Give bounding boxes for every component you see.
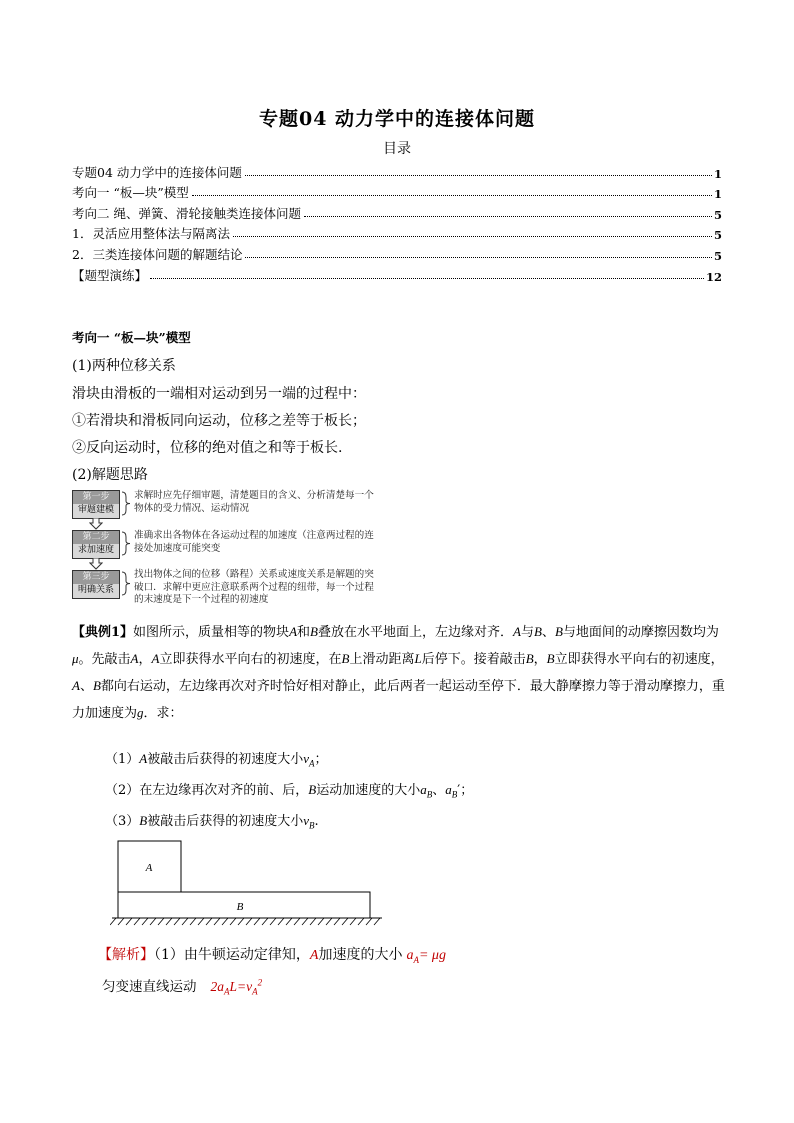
flow-step-description: 准确求出各物体在各运动过程的加速度（注意两过程的连接处加速度可能突变 (134, 530, 374, 554)
flow-step-number: 第一步 (73, 491, 119, 504)
example-text: 叠放在水平地面上，左边缘对齐． (317, 625, 513, 640)
solution-flowchart (72, 488, 372, 610)
toc-entry-label: 考向二 绳、弹簧、滑轮接触类连接体问题 (72, 205, 301, 221)
formula-text: = μg (418, 948, 446, 963)
flow-step-description: 求解时应先仔细审题，清楚题目的含义、分析清楚每一个物体的受力情况、运动情况 (134, 490, 374, 514)
body-text: ①若滑块和滑板同向运动，位移之差等于板长； (72, 413, 366, 429)
question-text: 被敲击后获得的初速度大小 (147, 814, 304, 829)
var-b: B (546, 651, 555, 666)
example-text: 、 (541, 625, 555, 640)
body-text: ②反向运动时，位移的绝对值之和等于板长. (72, 440, 343, 456)
question-1 (105, 748, 328, 769)
example-text: 后停下。接着敲击 (421, 652, 526, 667)
hatch-mark (334, 918, 340, 925)
question-text: 被敲击后获得的初速度大小 (147, 752, 304, 767)
flow-step-box (72, 530, 120, 559)
hatch-mark (238, 918, 244, 925)
var-b: B (310, 624, 318, 639)
example-tag: 【典例1】 (72, 625, 134, 640)
toc-leader-dots (304, 216, 712, 217)
toc-entry-label: 2．三类连接体问题的解题结论 (72, 246, 243, 262)
analysis-line (98, 944, 446, 965)
hatch-mark (310, 918, 316, 925)
hatch-mark (278, 918, 284, 925)
example-text: ， (138, 652, 152, 667)
hatch-mark (302, 918, 308, 925)
hatch-mark (198, 918, 204, 925)
flow-step-description: 找出物体之间的位移（路程）关系或速度关系是解题的突破口．求解中更应注意联系两个过程的纽带，每一个过程的末速度是下一个过程的初速度 (134, 569, 374, 605)
hatch-mark (246, 918, 252, 925)
arrow-down-icon (89, 518, 103, 530)
var-b: B (308, 782, 317, 797)
hatch-mark (166, 918, 172, 925)
hatch-mark (254, 918, 260, 925)
prime-mark: ′ (457, 783, 461, 798)
question-text: （2）在左边缘再次对齐的前、后， (105, 783, 309, 798)
toc-entry[interactable] (72, 201, 722, 222)
brace-icon (120, 531, 132, 556)
hatch-mark (142, 918, 148, 925)
example-text: 与 (520, 625, 534, 640)
var-b: B (533, 624, 542, 639)
hatch-mark (342, 918, 348, 925)
hatch-mark (270, 918, 276, 925)
toc-entry-label: 【题型演练】 (72, 267, 148, 283)
hatch-mark (214, 918, 220, 925)
toc-entry[interactable] (72, 181, 722, 202)
table-of-contents (72, 160, 722, 284)
hatch-mark (366, 918, 372, 925)
subscript: A (252, 986, 258, 997)
block-diagram (110, 838, 390, 928)
hatch-mark (190, 918, 196, 925)
var-a: A (130, 651, 139, 666)
question-text: 、 (432, 783, 446, 798)
formula-text: L=v (229, 979, 253, 994)
var-v: v (303, 751, 310, 766)
hatch-mark (294, 918, 300, 925)
superscript: 2 (257, 977, 263, 988)
document-title: 专题04 动力学中的连接体问题 (258, 108, 536, 130)
flow-step-box (72, 570, 120, 599)
hatch-mark (134, 918, 140, 925)
toc-leader-dots (150, 278, 704, 279)
example-text: 。先敲击 (78, 652, 131, 667)
analysis-tag: 【解析】 (98, 947, 154, 963)
hatch-mark (174, 918, 180, 925)
toc-leader-dots (192, 195, 712, 196)
var-a: A (289, 624, 298, 639)
toc-entry-page: 12 (705, 269, 722, 284)
example-text: ， (533, 652, 547, 667)
brace-icon (120, 571, 132, 596)
hatch-mark (206, 918, 212, 925)
formula-text: 2a (210, 979, 224, 994)
example-text: 与地面间的动摩擦因数均为 (562, 625, 719, 640)
var-b: B (341, 651, 350, 666)
hatch-mark (286, 918, 292, 925)
analysis-text: （1）由牛顿运动定律知， (154, 947, 310, 963)
subscript: A (413, 954, 419, 965)
question-text: 运动加速度的大小 (316, 783, 421, 798)
var-a: A (151, 651, 160, 666)
toc-entry-page: 5 (713, 228, 722, 243)
toc-entry[interactable] (72, 242, 722, 263)
question-2 (105, 779, 473, 800)
toc-heading: 目录 (383, 141, 411, 157)
toc-entry-label: 专题04 动力学中的连接体问题 (72, 164, 242, 180)
subscript: B (451, 789, 458, 800)
hatch-mark (318, 918, 324, 925)
section-heading: 考向一 “板—块”模型 (72, 330, 191, 345)
var-b: B (139, 813, 148, 828)
block-a-label: A (145, 862, 153, 874)
var-a: A (513, 624, 521, 639)
example-text: 上滑动距离 (349, 652, 415, 667)
toc-entry-page: 5 (713, 248, 722, 263)
var-l: L (414, 651, 422, 666)
question-text: . (314, 814, 319, 829)
hatch-mark (230, 918, 236, 925)
toc-leader-dots (245, 175, 712, 176)
ground-hatching (110, 918, 380, 925)
block-b-label: B (236, 901, 244, 913)
hatch-mark (126, 918, 132, 925)
hatch-mark (374, 918, 380, 925)
example-text: 、 (79, 679, 93, 694)
example-text: 立即获得水平向右的初速度，在 (159, 652, 342, 667)
example-problem (72, 619, 732, 727)
toc-entry-label: 1．灵活应用整体法与隔离法 (72, 226, 230, 242)
toc-entry-page: 1 (713, 187, 722, 202)
var-mu: μ (72, 651, 79, 666)
var-a: A (309, 948, 319, 963)
subscript: A (309, 758, 315, 769)
toc-entry[interactable] (72, 160, 722, 181)
hatch-mark (150, 918, 156, 925)
toc-entry-page: 1 (713, 166, 722, 181)
equation-label: 匀变速直线运动 (102, 979, 197, 995)
var-b: B (525, 651, 534, 666)
toc-entry-page: 5 (713, 207, 722, 222)
toc-leader-dots (245, 257, 712, 258)
example-text: 立即获得水平向右的初速度， (554, 652, 724, 667)
example-text: 和 (297, 625, 311, 640)
var-b: B (92, 678, 101, 693)
var-a-accel: a (406, 948, 414, 963)
example-text: 如图所示，质量相等的物块 (133, 625, 290, 640)
question-text: （3） (105, 814, 140, 829)
analysis-text: 加速度的大小 (318, 947, 403, 963)
body-text: 滑块由滑板的一端相对运动到另一端的过程中： (72, 386, 366, 402)
var-a-accel: a (420, 782, 427, 797)
hatch-mark (326, 918, 332, 925)
question-3 (105, 810, 319, 831)
hatch-mark (222, 918, 228, 925)
question-text: ； (314, 752, 328, 767)
hatch-mark (118, 918, 124, 925)
hatch-mark (350, 918, 356, 925)
hatch-mark (158, 918, 164, 925)
flow-step-name: 求加速度 (77, 545, 114, 555)
example-text: ．求： (143, 706, 183, 721)
var-g: g (137, 705, 144, 720)
flow-step-name: 审题建模 (77, 505, 114, 515)
subscript: A (224, 986, 230, 997)
flow-step-name: 明确关系 (77, 585, 114, 595)
hatch-mark (358, 918, 364, 925)
question-text: （1） (105, 752, 140, 767)
toc-entry[interactable] (72, 263, 722, 284)
subheading: (2)解题思路 (72, 467, 148, 483)
subheading: (1)两种位移关系 (72, 358, 176, 374)
equation-line (102, 975, 262, 997)
hatch-mark (262, 918, 268, 925)
brace-icon (120, 491, 132, 516)
flow-step-number: 第三步 (73, 571, 119, 584)
example-text: 都向右运动，左边缘再次对齐时恰好相对静止，此后两者一起运动至停下．最大静摩擦力等于滑动摩擦力，重力加速度为 (72, 679, 725, 721)
hatch-mark (182, 918, 188, 925)
var-b: B (554, 624, 563, 639)
flow-step-box (72, 490, 120, 519)
toc-entry[interactable] (72, 222, 722, 243)
arrow-down-icon (89, 558, 103, 570)
question-text: ； (460, 783, 474, 798)
var-a: A (72, 678, 80, 693)
subscript: B (426, 789, 433, 800)
var-a-accel: a (445, 782, 452, 797)
subscript: B (309, 820, 315, 831)
flow-step-number: 第二步 (73, 531, 119, 544)
toc-leader-dots (233, 236, 712, 237)
toc-entry-label: 考向一 “板—块”模型 (72, 185, 189, 201)
block-b (118, 892, 370, 918)
var-v: v (303, 813, 310, 828)
var-a: A (139, 751, 148, 766)
hatch-mark (110, 918, 116, 925)
